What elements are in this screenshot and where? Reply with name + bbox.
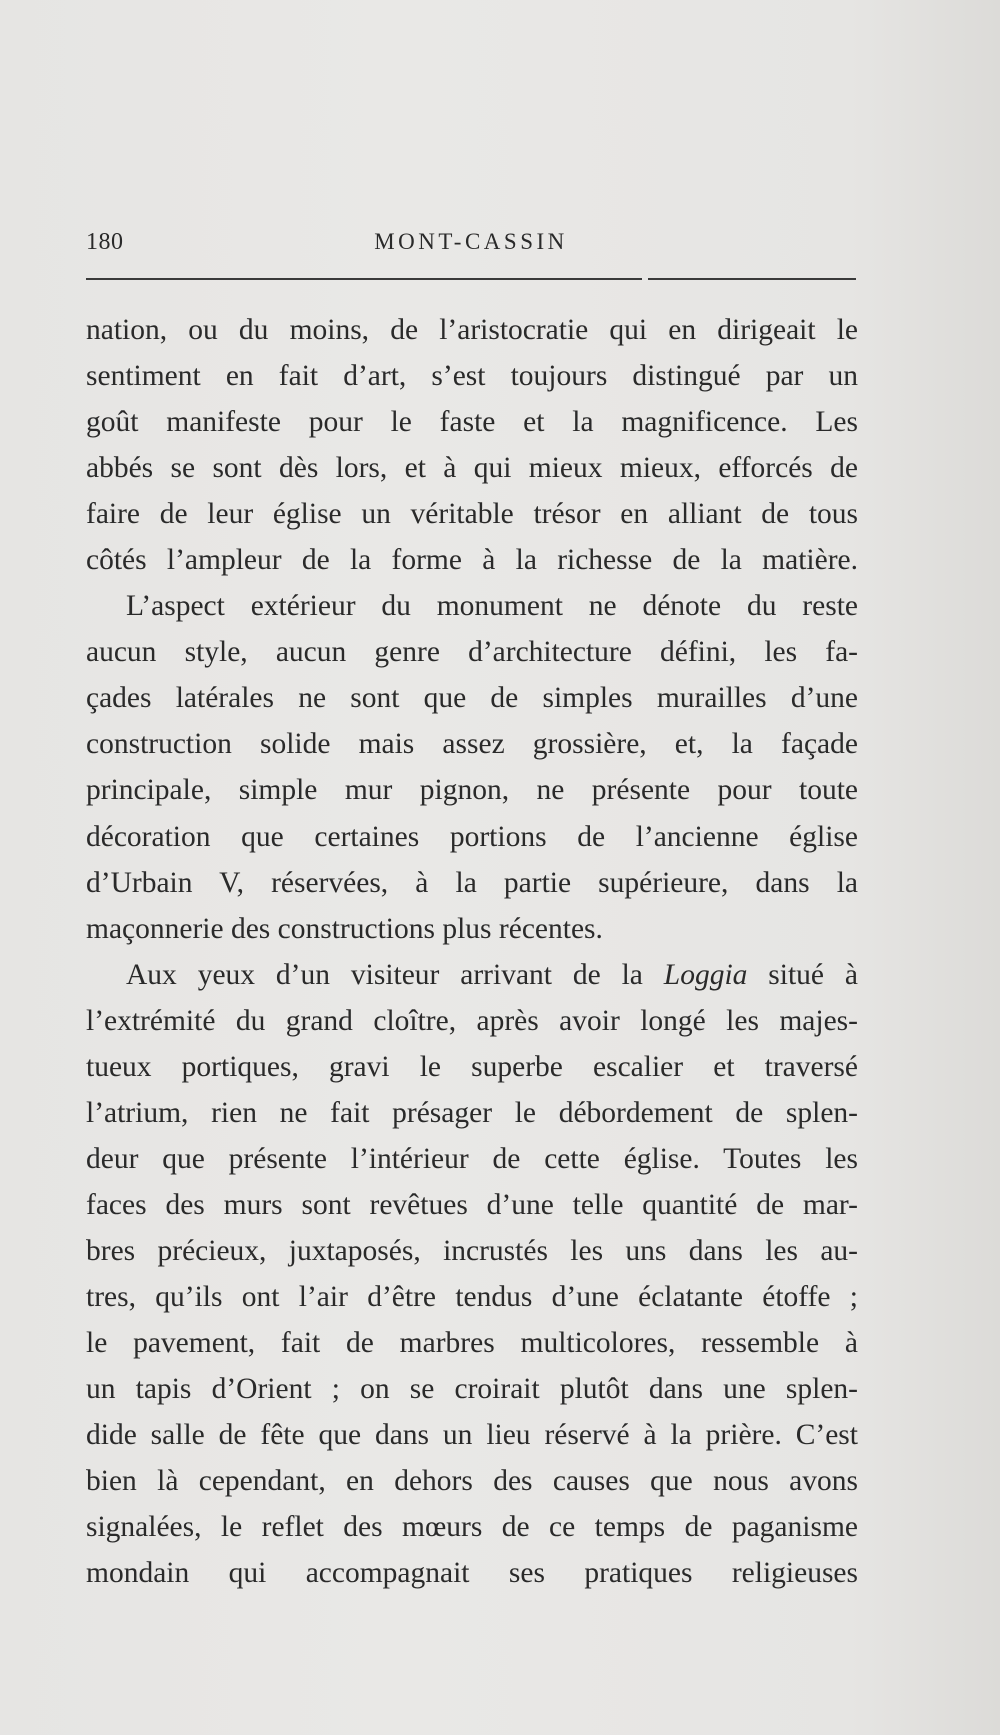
text-line: abbés se sont dès lors, et à qui mieux mieux, efforcés de [86, 452, 858, 485]
italic-term: Loggia [663, 958, 748, 991]
text-line: bien là cependant, en dehors des causes que nous avons [86, 1465, 858, 1498]
text-line: tres, qu’ils ont l’air d’être tendus d’une éclatante étoffe ; [86, 1280, 858, 1313]
text-fragment: situé à [768, 958, 858, 991]
text-line: sentiment en fait d’art, s’est toujours distingué par un [86, 360, 858, 393]
text-line: tueux portiques, gravi le superbe escalier et traversé [86, 1050, 858, 1083]
running-title: MONT-CASSIN [374, 229, 568, 254]
text-line: goût manifeste pour le faste et la magnificence. Les [86, 406, 858, 439]
text-line [86, 952, 858, 998]
text-line: construction solide mais assez grossière, et, la façade [86, 728, 858, 761]
text-line: faire de leur église un véritable trésor en alliant de tous [86, 498, 858, 531]
text-line: çades latérales ne sont que de simples murailles d’une [86, 682, 858, 715]
text-line: bres précieux, juxtaposés, incrustés les uns dans les au- [86, 1234, 858, 1267]
body-text [86, 307, 858, 1596]
text-line: deur que présente l’intérieur de cette église. Toutes les [86, 1142, 858, 1175]
text-line: mondain qui accompagnait ses pratiques religieuses [86, 1557, 858, 1590]
header-rule-break [642, 276, 648, 282]
text-line: maçonnerie des constructions plus récentes. [86, 912, 603, 945]
text-line: L’aspect extérieur du monument ne dénote du reste [126, 590, 858, 623]
text-line: faces des murs sont revêtues d’une telle quantité de mar- [86, 1188, 858, 1221]
text-line: décoration que certaines portions de l’ancienne église [86, 820, 858, 853]
text-line: un tapis d’Orient ; on se croirait plutôt dans une splen- [86, 1373, 858, 1406]
text-line: côtés l’ampleur de la forme à la richesse de la matière. [86, 544, 858, 577]
text-line: le pavement, fait de marbres multicolores, ressemble à [86, 1327, 858, 1360]
text-line: aucun style, aucun genre d’architecture défini, les fa- [86, 636, 858, 669]
text-line: signalées, le reflet des mœurs de ce temps de paganisme [86, 1511, 858, 1544]
text-line: dide salle de fête que dans un lieu réservé à la prière. C’est [86, 1419, 858, 1452]
page-header [86, 225, 856, 265]
text-line: l’extrémité du grand cloître, après avoir longé les majes- [86, 1004, 858, 1037]
text-line: l’atrium, rien ne fait présager le débordement de splen- [86, 1096, 858, 1129]
page-number: 180 [86, 229, 124, 255]
text-line: d’Urbain V, réservées, à la partie supérieure, dans la [86, 866, 858, 899]
text-fragment: Aux yeux d’un visiteur arrivant de la [126, 958, 664, 991]
text-line: principale, simple mur pignon, ne présente pour toute [86, 774, 858, 807]
header-rule [86, 278, 856, 280]
text-line: nation, ou du moins, de l’aristocratie qui en dirigeait le [86, 314, 858, 346]
